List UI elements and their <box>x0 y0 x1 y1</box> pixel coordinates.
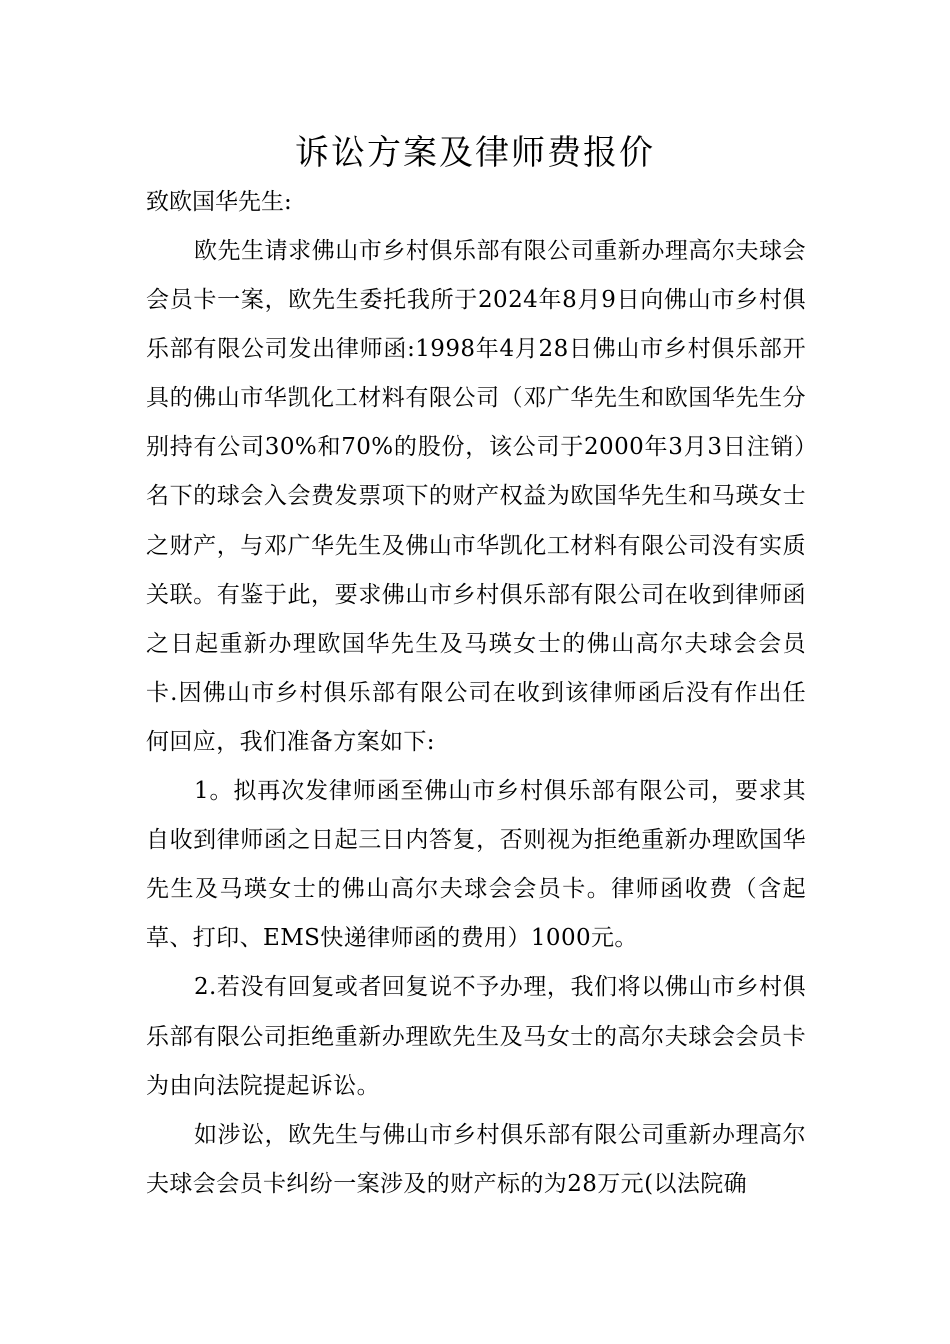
paragraph-litigation: 如涉讼，欧先生与佛山市乡村俱乐部有限公司重新办理高尔夫球会会员卡纠纷一案涉及的财产标的为28万元(以法院确 <box>146 1121 806 1197</box>
paragraph-intro: 欧先生请求佛山市乡村俱乐部有限公司重新办理高尔夫球会会员卡一案，欧先生委托我所于2024年8月9日向佛山市乡村俱乐部有限公司发出律师函:1998年4月28日佛山市乡村俱乐部开具的佛山市华凯化工材料有限公司（邓广华先生和欧国华先生分别持有公司30%和70%的股份，该公司于2000年3月3日注销）名下的球会入会费发票项下的财产权益为欧国华先生和马瑛女士之财产，与邓广华先生及佛山市华凯化工材料有限公司没有实质关联。有鉴于此，要求佛山市乡村俱乐部有限公司在收到律师函之日起重新办理欧国华先生及马瑛女士的佛山高尔夫球会会员卡.因佛山市乡村俱乐部有限公司在收到该律师函后没有作出任何回应，我们准备方案如下: <box>146 238 806 755</box>
paragraph-plan-2: 2.若没有回复或者回复说不予办理，我们将以佛山市乡村俱乐部有限公司拒绝重新办理欧先生及马女士的高尔夫球会会员卡为由向法院提起诉讼。 <box>146 974 806 1099</box>
document-body <box>146 227 806 1209</box>
salutation: 致欧国华先生: <box>146 189 292 215</box>
document-title: 诉讼方案及律师费报价 <box>295 133 655 173</box>
paragraph-plan-1: 1。拟再次发律师函至佛山市乡村俱乐部有限公司，要求其自收到律师函之日起三日内答复，否则视为拒绝重新办理欧国华先生及马瑛女士的佛山高尔夫球会会员卡。律师函收费（含起草、打印、EMS快递律师函的费用）1000元。 <box>146 778 806 952</box>
